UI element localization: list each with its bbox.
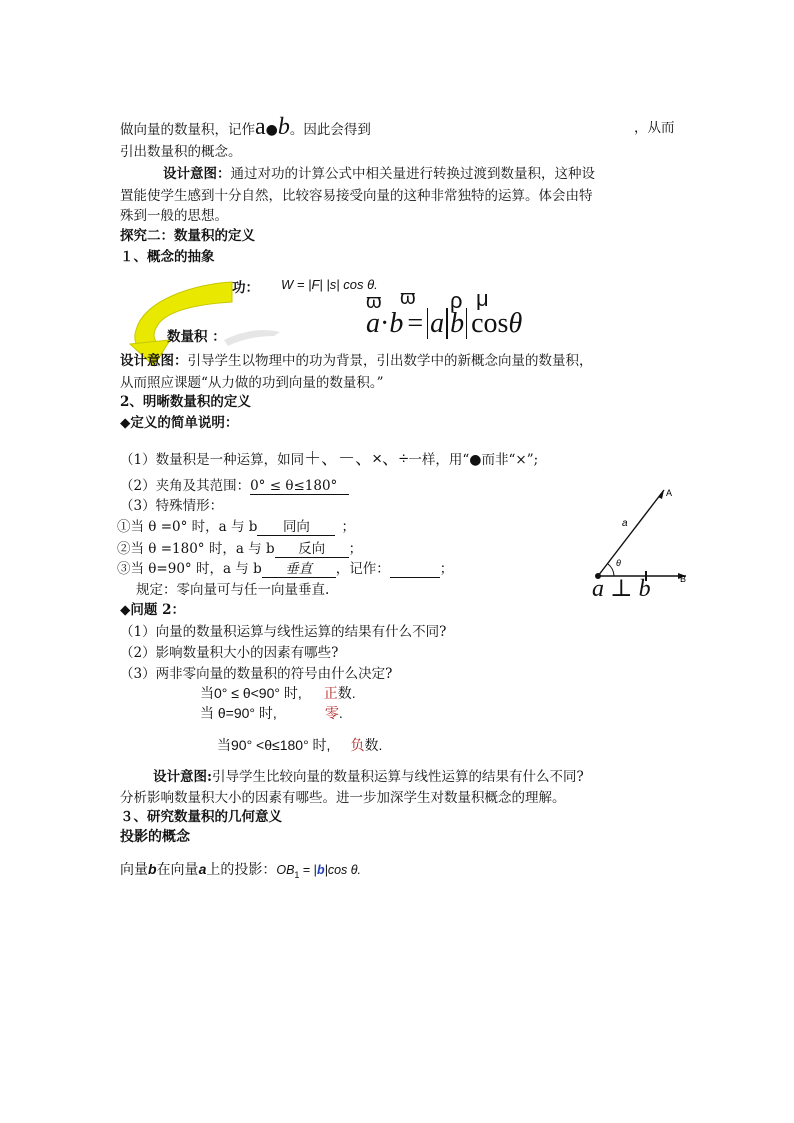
proj-mid: 在向量 [156,861,199,877]
case-same-direction [117,515,355,536]
heading-explore-2: 探究二：数量积的定义 [120,228,255,244]
design-2-label: 设计意图： [120,353,188,369]
proj-b: b [148,861,157,877]
intro-line-2: 引出数量积的概念。 [120,144,242,160]
vector-mark-abs-b-icon: μ [476,288,489,311]
item2-pre: （2）夹角及其范围： [120,478,251,494]
vector-mark-abs-a-icon: ρ [450,288,463,313]
heading-definition: 2、明晰数量积的定义 [120,394,251,410]
intro-text-c: ，从而 [634,120,675,136]
expr-a: a [255,114,266,140]
design-1-line-2: 置能使学生感到十分自然，比较容易接受向量的这种非常独特的运算。体会由特 [120,188,593,204]
design-3-line-1: 引导学生比较向量的数量积运算与线性运算的结果有什么不同? [211,769,584,785]
design-intent-3 [153,765,584,785]
case3-blank: 垂直 [262,557,336,578]
question-2-title: ◆问题 2： [120,602,185,618]
case-opposite-direction [117,537,362,558]
proj-formula-sub: 1 [294,869,300,880]
design-intent-1 [163,162,595,182]
perp-a: a [592,576,604,602]
proj-a: a [198,861,207,877]
case3-post: ； [439,561,454,577]
sign2-pre: 当 θ=90° 时, [200,705,277,721]
design-3-line-2: 分析影响数量积大小的因素有哪些。进一步加深学生对数量积概念的理解。 [120,790,566,806]
perp-notation [592,574,651,603]
item2-range: 0° ≤ θ≤180° [250,478,349,495]
design-intent-2 [120,349,593,369]
item-angle-range [120,474,349,495]
formula-b: b [389,308,404,339]
case1-post: ； [341,519,355,535]
perp-b: b [638,576,651,602]
case2-pre: ②当 θ =180° 时，a 与 b [117,541,275,557]
case3-pre: ③当 θ=90° 时，a 与 b [117,561,262,577]
item-operation [120,444,538,469]
proj-formula-post: |cos θ. [324,863,362,877]
intro-text-b: 。因此会得到 [289,122,371,138]
dot-product-label: 数量积 ： [167,329,226,345]
proj-formula-mid: = | [299,863,317,877]
question-2-line-3: （3）两非零向量的数量积的符号由什么决定? [120,666,393,682]
sign1-post: 数. [337,685,356,701]
proj-post: 上的投影： [206,861,277,877]
design-2-line-2: 从而照应课题“从力做的功到向量的数量积。” [120,375,384,391]
formula-dot: · [380,308,390,339]
label-B: B [680,574,687,584]
label-A: A [666,488,673,498]
vector-mark-b-icon: ϖ [400,288,416,309]
projection-definition [120,859,361,880]
heading-geometric-meaning: ３、研究数量积的几何意义 [120,809,282,825]
proj-pre: 向量 [120,861,148,877]
formula-cos: cos [471,308,509,339]
case2-blank: 反向 [275,537,349,558]
design-1-line-3: 殊到一般的思想。 [120,208,228,224]
vector-a-line [598,490,664,576]
heading-def-simple: ◆定义的简单说明： [120,415,239,431]
case1-pre: ①当 θ =0° 时，a 与 b [117,519,258,535]
design-label: 设计意图： [163,166,231,182]
sign2-value: 零 [324,705,339,721]
formula-theta: θ [508,308,523,339]
expr-dot: ● [265,122,278,138]
sign-positive [200,683,356,703]
formula-eq: = [407,308,424,339]
sign1-value: 正 [323,685,338,701]
sign1-pre: 当0° ≤ θ<90° 时, [200,685,302,701]
case3-answer-blank [390,561,440,578]
sign-negative [217,735,382,755]
design-2-line-1: 引导学生以物理中的功为背景，引出数学中的新概念向量的数量积， [187,353,593,369]
item1-pre: （1）数量积是一种运算，如同 [120,452,305,468]
design-3-label: 设计意图: [153,769,212,785]
sign3-value: 负 [350,737,365,753]
item1-operators: ＋、－、×、÷ [304,449,409,468]
sign-zero [200,703,343,723]
intro-text-a: 做向量的数量积，记作 [120,122,255,138]
vector-arrow-marks [364,288,504,314]
label-theta: θ [616,558,621,568]
item-special-cases: （3）特殊情形： [120,498,224,514]
work-label: 功： [232,280,259,296]
expr-b: b [277,114,290,140]
proj-formula-b: b [316,863,325,877]
rule-zero-vector: 规定：零向量可与任一向量垂直. [136,582,330,598]
work-formula: W = |F| |s| cos θ. [281,277,378,292]
label-a: a [622,518,628,529]
formula-abs-b: b [447,308,467,339]
case2-post: ； [348,541,363,557]
case1-blank: 同向 [257,515,335,536]
case3-mid: ，记作： [335,561,390,577]
question-2-line-1: （1）向量的数量积运算与线性运算的结果有什么不同? [120,624,447,640]
question-2-line-2: （2）影响数量积大小的因素有哪些? [120,645,339,661]
formula-a: a [366,308,380,339]
case-perpendicular [117,557,453,578]
sign3-post: 数. [364,737,383,753]
item1-post: 而非“×”; [481,452,539,468]
paragraph-intro [120,114,371,141]
formula-abs-a: a [427,308,447,339]
perp-symbol: ⊥ [610,576,633,602]
item1-mid: 一样，用“ [408,452,470,468]
sign2-post: . [338,705,343,721]
item1-dot: ● [469,452,482,468]
proj-formula-ob: OB [276,863,295,877]
vector-mark-a-icon: ϖ [366,291,382,313]
sign3-pre: 当90° <θ≤180° 时, [217,737,331,753]
heading-concept-abstraction: １、概念的抽象 [120,249,215,265]
heading-projection: 投影的概念 [120,828,190,844]
design-1-line-1: 通过对功的计算公式中相关量进行转换过渡到数量积，这种设 [230,166,595,182]
